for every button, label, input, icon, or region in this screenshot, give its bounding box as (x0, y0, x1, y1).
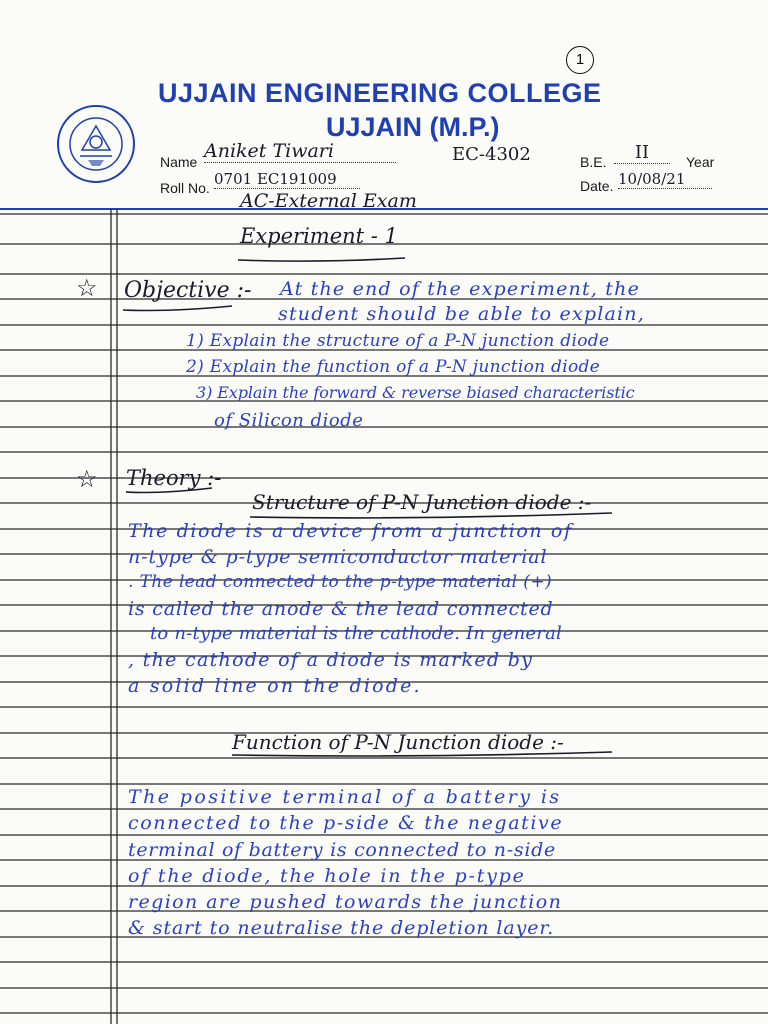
structure-line-7: a solid line on the diode. (128, 675, 422, 697)
objective-line-4: 2) Explain the function of a P-N junction diode (186, 357, 601, 377)
structure-line-4: is called the anode & the lead connected (128, 598, 554, 620)
theory-star-icon: ☆ (76, 465, 98, 493)
class-code: EC-4302 (452, 144, 531, 165)
theory-heading: Theory :- (126, 466, 222, 490)
objective-star-icon: ☆ (76, 274, 98, 302)
college-name: UJJAIN ENGINEERING COLLEGE (158, 78, 602, 108)
objective-line-3: 1) Explain the structure of a P-N junction diode (186, 331, 610, 351)
structure-line-3: . The lead connected to the p-type material (+) (128, 572, 553, 592)
function-line-4: of the diode, the hole in the p-type (128, 865, 526, 887)
page-number: 1 (566, 46, 594, 74)
year-label: Year (686, 154, 715, 170)
college-city: UJJAIN (M.P.) (326, 112, 500, 142)
college-logo (56, 104, 136, 184)
roll-value: 0701 EC191009 (214, 170, 360, 189)
function-line-2: connected to the p-side & the negative (128, 812, 564, 834)
objective-line-2: student should be able to explain, (278, 303, 645, 325)
structure-line-5: to n-type material is the cathode. In general (150, 623, 562, 644)
objective-line-5: 3) Explain the forward & reverse biased characteristic (196, 383, 635, 402)
objective-line-1: At the end of the experiment, the (280, 278, 641, 300)
structure-line-1: The diode is a device from a junction of (128, 520, 573, 542)
roll-label: Roll No. (160, 180, 210, 196)
function-heading: Function of P-N Junction diode :- (232, 730, 564, 754)
objective-line-6: of Silicon diode (214, 410, 364, 431)
function-line-5: region are pushed towards the junction (128, 891, 563, 913)
objective-heading: Objective :- (124, 278, 252, 303)
function-line-1: The positive terminal of a battery is (128, 786, 562, 808)
date-label: Date. (580, 178, 614, 194)
experiment-title: Experiment - 1 (240, 224, 398, 248)
name-value: Aniket Tiwari (204, 140, 396, 163)
structure-line-2: n-type & p-type semiconductor material (128, 546, 548, 568)
date-value: 10/08/21 (618, 170, 712, 189)
be-label: B.E. (580, 154, 607, 170)
structure-heading: Structure of P-N Junction diode :- (252, 490, 592, 514)
year-value: II (614, 142, 670, 164)
function-line-6: & start to neutralise the depletion layer. (128, 917, 555, 939)
name-label: Name (160, 154, 198, 170)
exam-title: AC-External Exam (240, 190, 417, 212)
function-line-3: terminal of battery is connected to n-side (128, 839, 556, 861)
structure-line-6: , the cathode of a diode is marked by (128, 649, 534, 671)
